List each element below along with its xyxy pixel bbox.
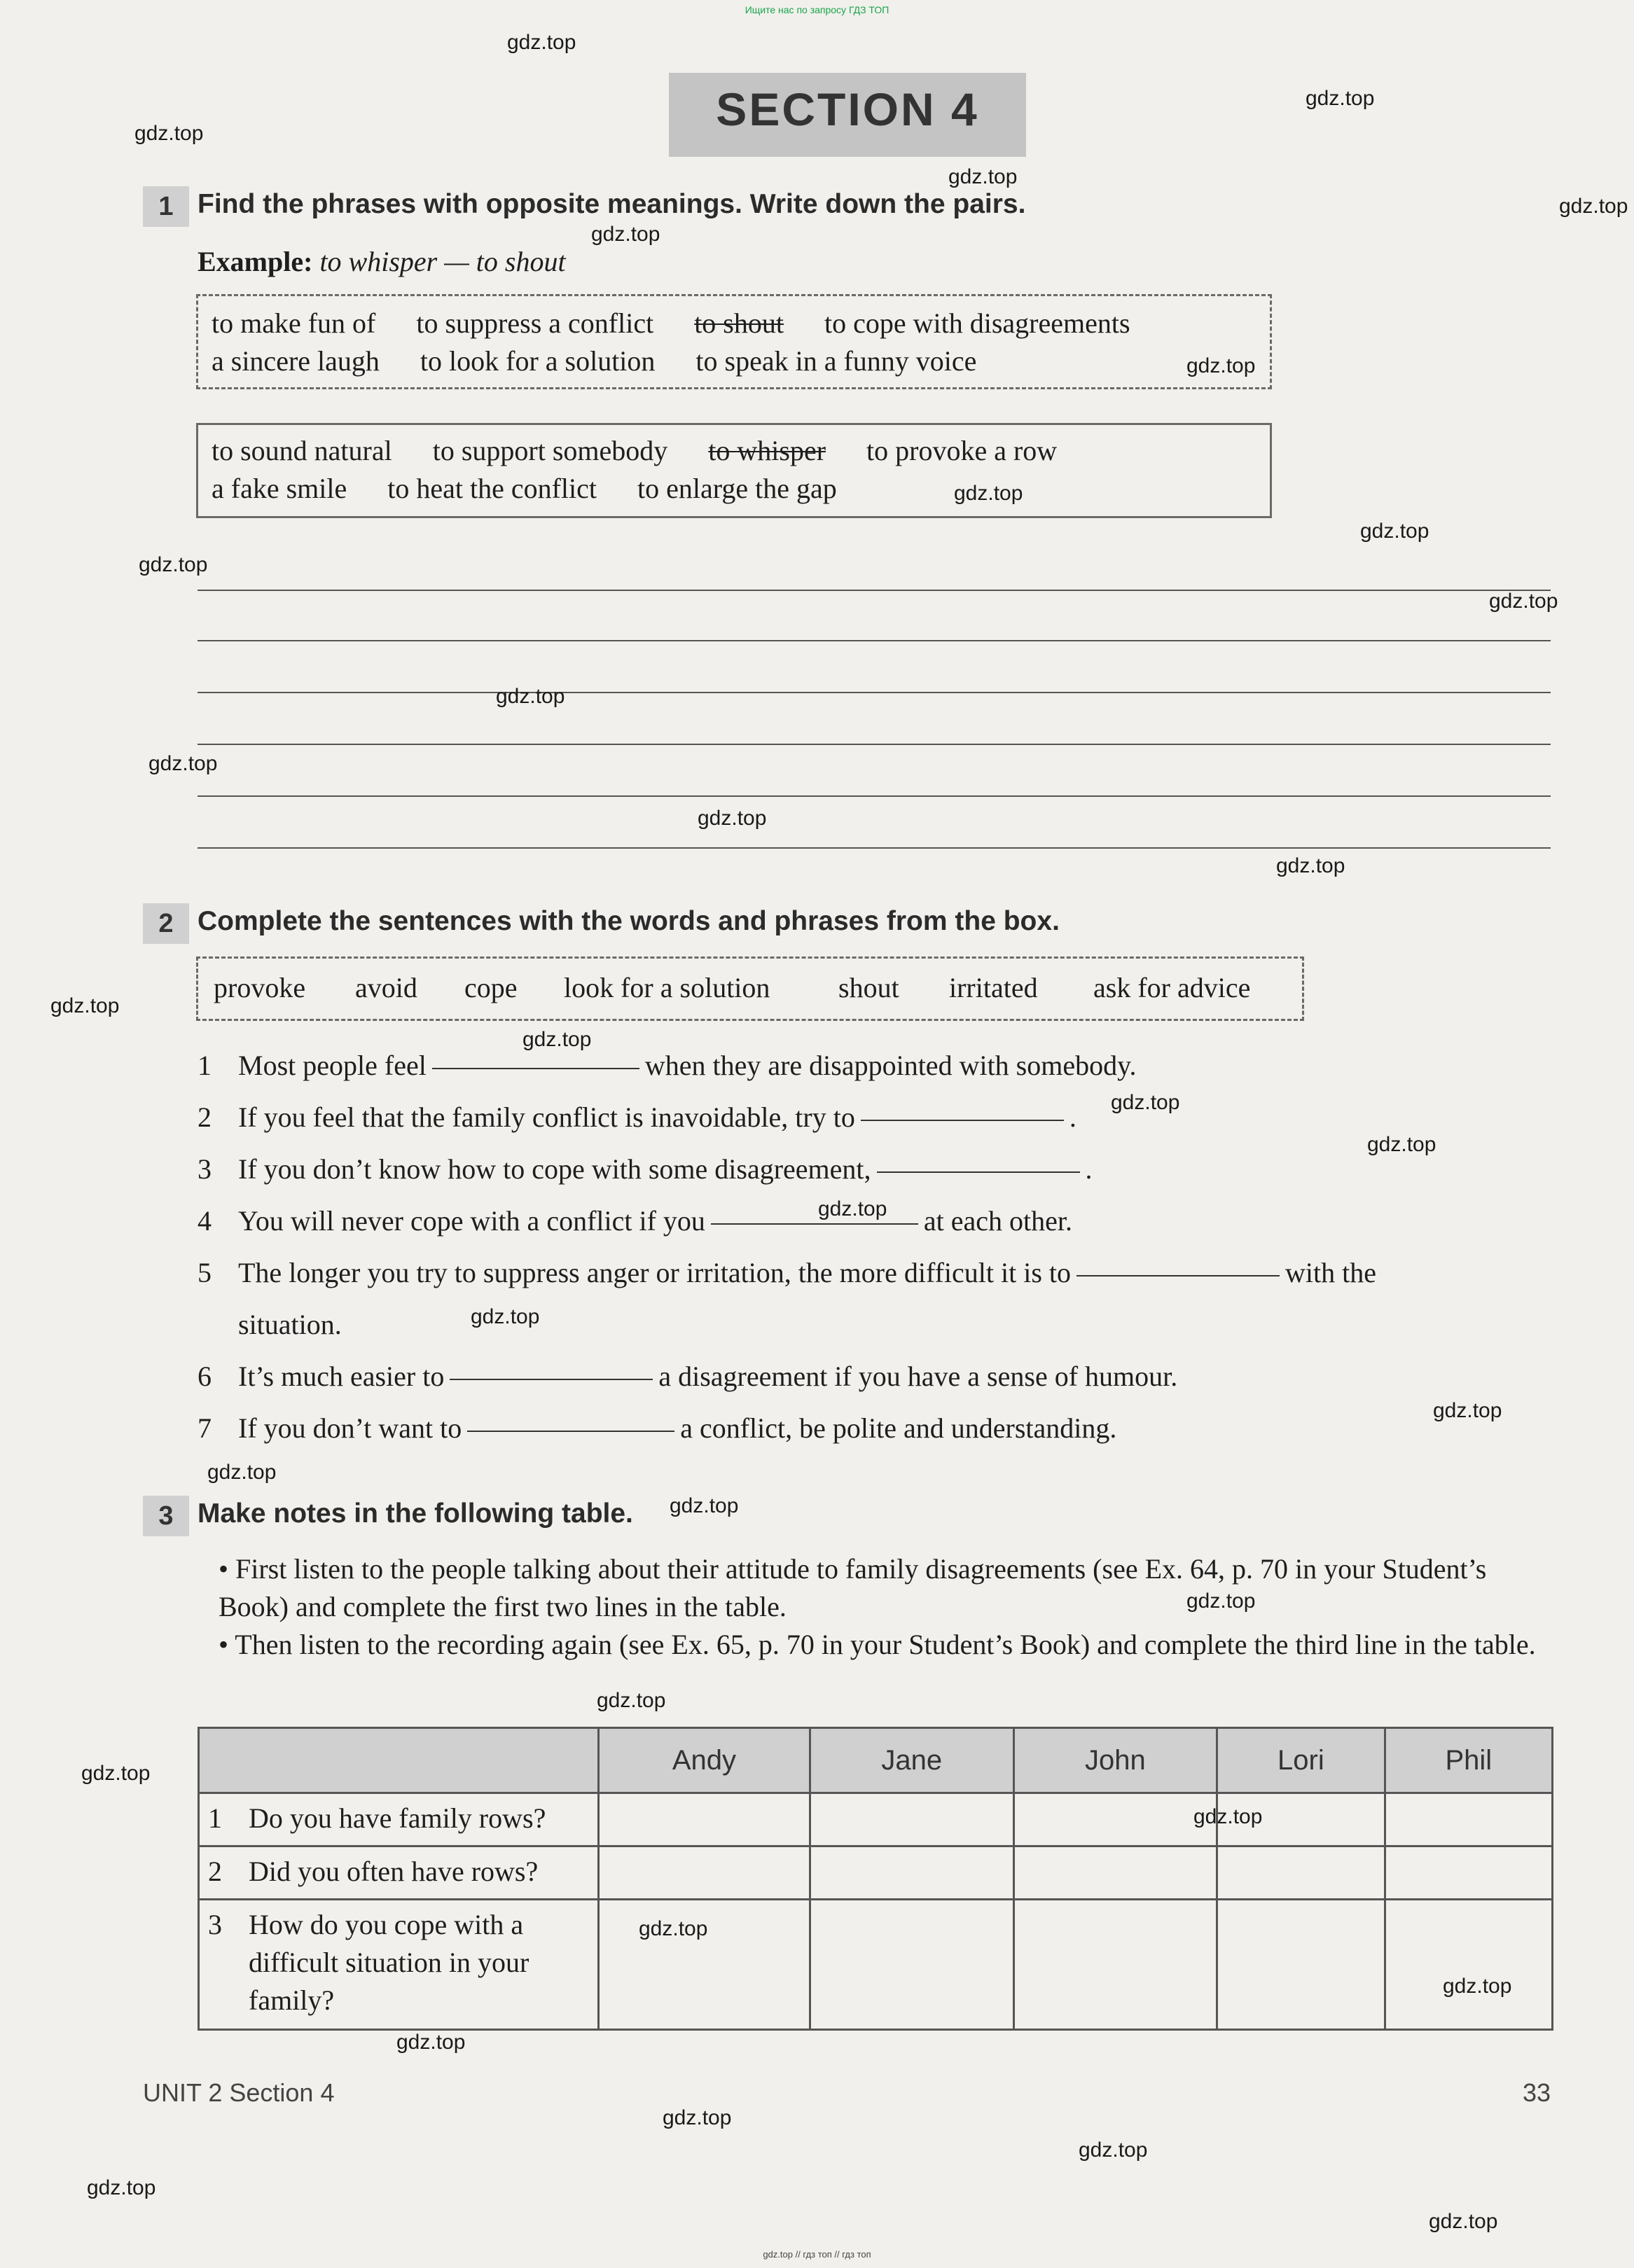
table-row — [199, 1900, 1553, 2030]
watermark: gdz.top — [1111, 1091, 1180, 1114]
watermark: gdz.top — [1193, 1805, 1263, 1828]
answer-cell[interactable] — [1217, 1846, 1385, 1900]
answer-cell[interactable] — [1385, 1793, 1552, 1846]
answer-cell[interactable] — [599, 1793, 810, 1846]
answer-cell[interactable] — [1013, 1793, 1217, 1846]
phrase: to heat the conflict — [387, 473, 597, 504]
watermark: gdz.top — [639, 1917, 708, 1940]
ex3-heading: Make notes in the following table. — [198, 1498, 633, 1529]
answer-blank[interactable] — [467, 1431, 674, 1432]
answer-cell[interactable] — [810, 1793, 1013, 1846]
watermark: gdz.top — [50, 994, 120, 1017]
phrase: to cope with disagreements — [824, 307, 1130, 339]
answer-line[interactable] — [198, 590, 1551, 591]
footer-unit: UNIT 2 Section 4 — [143, 2078, 335, 2107]
answer-cell[interactable] — [1217, 1900, 1385, 2030]
watermark: gdz.top — [1443, 1975, 1512, 1998]
watermark: gdz.top — [207, 1461, 277, 1484]
phrase-crossed: to shout — [694, 307, 784, 339]
answer-cell[interactable] — [1385, 1846, 1552, 1900]
phrase: to suppress a conflict — [416, 307, 654, 339]
answer-cell[interactable] — [810, 1846, 1013, 1900]
watermark: gdz.top — [134, 122, 204, 145]
watermark: gdz.top — [818, 1197, 887, 1220]
watermark: gdz.top — [1433, 1399, 1502, 1422]
answer-cell[interactable] — [1385, 1900, 1552, 2030]
answer-cell[interactable] — [599, 1846, 810, 1900]
watermark: gdz.top — [948, 165, 1018, 188]
answer-line[interactable] — [198, 744, 1551, 745]
sentence-5: 5 The longer you try to suppress anger or irritation, the more difficult it is to with the — [198, 1257, 1376, 1288]
answer-blank[interactable] — [877, 1171, 1080, 1173]
watermark: gdz.top — [496, 685, 565, 708]
sentence-2: 2 If you feel that the family conflict is inavoidable, try to . — [198, 1101, 1076, 1133]
example-text: to whisper — to shout — [319, 246, 566, 277]
word-box — [196, 956, 1304, 1021]
watermark: gdz.top — [1367, 1133, 1436, 1156]
phrase: to provoke a row — [866, 435, 1058, 466]
watermark: gdz.top — [954, 482, 1023, 505]
column-header-john: John — [1013, 1728, 1217, 1793]
phrase: to support somebody — [432, 435, 668, 466]
question-cell: 3 How do you cope with a difficult situation in your family? — [199, 1900, 599, 2030]
answer-line[interactable] — [198, 847, 1551, 849]
phrase: to sound natural — [212, 435, 392, 466]
watermark: gdz.top — [87, 2176, 156, 2199]
watermark: gdz.top — [1276, 854, 1345, 877]
watermark: gdz.top — [396, 2031, 466, 2054]
watermark: gdz.top — [591, 223, 660, 246]
answer-blank[interactable] — [711, 1223, 918, 1225]
word: irritated — [949, 972, 1038, 1003]
ex3-number: 3 — [143, 1496, 189, 1536]
answer-cell[interactable] — [1013, 1846, 1217, 1900]
column-header-jane: Jane — [810, 1728, 1013, 1793]
sentence-6: 6 It’s much easier to a disagreement if you have a sense of humour. — [198, 1361, 1178, 1392]
phrase: to look for a solution — [420, 345, 656, 377]
table-row — [199, 1846, 1553, 1900]
watermark: gdz.top — [1360, 520, 1429, 543]
phrase-box-1-row-1 — [212, 307, 1164, 340]
watermark: gdz.top — [471, 1305, 540, 1328]
ex1-number: 1 — [143, 186, 189, 227]
ex1-example — [198, 245, 566, 278]
answer-blank[interactable] — [1076, 1275, 1280, 1276]
column-header — [199, 1728, 599, 1793]
notes-table — [198, 1727, 1553, 2031]
sentence-7: 7 If you don’t want to a conflict, be polite and understanding. — [198, 1412, 1117, 1444]
table-header-row — [199, 1728, 1553, 1793]
word: shout — [838, 972, 899, 1003]
answer-line[interactable] — [198, 795, 1551, 797]
sentence-4: 4 You will never cope with a conflict if you at each other. — [198, 1205, 1073, 1237]
question-cell: 2 Did you often have rows? — [199, 1846, 599, 1900]
phrase-box-2-row-1 — [212, 434, 1091, 467]
phrase: to enlarge the gap — [637, 473, 837, 504]
watermark: gdz.top — [663, 2106, 732, 2129]
answer-cell[interactable] — [810, 1900, 1013, 2030]
word: provoke — [214, 972, 306, 1003]
phrase: a sincere laugh — [212, 345, 380, 377]
answer-blank[interactable] — [450, 1379, 653, 1380]
watermark: gdz.top — [597, 1689, 666, 1712]
watermark: gdz.top — [1559, 195, 1628, 218]
phrase-crossed: to whisper — [708, 435, 826, 466]
watermark: gdz.top — [522, 1028, 592, 1051]
answer-cell[interactable] — [1013, 1900, 1217, 2030]
table-row — [199, 1793, 1553, 1846]
section-title: SECTION 4 — [716, 83, 979, 135]
watermark: gdz.top — [148, 752, 218, 775]
watermark: gdz.top — [139, 553, 208, 576]
answer-line[interactable] — [198, 640, 1551, 641]
watermark: gdz.top — [1306, 87, 1375, 110]
question-cell: 1 Do you have family rows? — [199, 1793, 599, 1846]
watermark: gdz.top — [507, 31, 576, 54]
word: avoid — [355, 972, 417, 1003]
sentence-1: 1 Most people feel when they are disappointed with somebody. — [198, 1050, 1137, 1081]
word: ask for advice — [1093, 972, 1251, 1003]
page-number: 33 — [1523, 2078, 1551, 2107]
footer-link[interactable]: gdz.top // гдз топ // гдз топ — [763, 2249, 871, 2260]
phrase-box-1-row-2 — [212, 345, 1010, 377]
ex2-heading: Complete the sentences with the words and phrases from the box. — [198, 906, 1060, 936]
sentence-5-cont: situation. — [238, 1309, 342, 1340]
watermark: gdz.top — [1186, 1589, 1256, 1613]
header-link[interactable]: Ищите нас по запросу ГДЗ ТОП — [745, 4, 889, 15]
word: cope — [464, 972, 518, 1003]
ex2-number: 2 — [143, 903, 189, 944]
phrase: to make fun of — [212, 307, 376, 339]
answer-blank[interactable] — [432, 1068, 639, 1069]
watermark: gdz.top — [1429, 2210, 1498, 2233]
column-header-andy: Andy — [599, 1728, 810, 1793]
sentence-3: 3 If you don’t know how to cope with some disagreement, . — [198, 1153, 1093, 1185]
column-header-lori: Lori — [1217, 1728, 1385, 1793]
instruction-bullet-1: • First listen to the people talking about their attitude to family disagreements (see Ex. 64, p. 70 in your Student’s Book) and complete the first two lines in the table. — [219, 1553, 1487, 1622]
word: look for a solution — [564, 972, 770, 1003]
example-label: Example: — [198, 246, 313, 277]
phrase: a fake smile — [212, 473, 347, 504]
answer-blank[interactable] — [861, 1120, 1064, 1121]
phrase-box-2-row-2 — [212, 472, 871, 505]
phrase: to speak in a funny voice — [695, 345, 977, 377]
watermark: gdz.top — [1079, 2138, 1148, 2162]
watermark: gdz.top — [698, 807, 767, 830]
instruction-bullet-2: • Then listen to the recording again (see Ex. 65, p. 70 in your Student’s Book) and complete the third line in the table. — [219, 1629, 1536, 1660]
column-header-phil: Phil — [1385, 1728, 1552, 1793]
ex1-heading: Find the phrases with opposite meanings. Write down the pairs. — [198, 189, 1026, 219]
watermark: gdz.top — [670, 1494, 739, 1517]
answer-line[interactable] — [198, 692, 1551, 693]
watermark: gdz.top — [1489, 590, 1558, 613]
watermark: gdz.top — [1186, 354, 1256, 377]
watermark: gdz.top — [81, 1762, 151, 1785]
